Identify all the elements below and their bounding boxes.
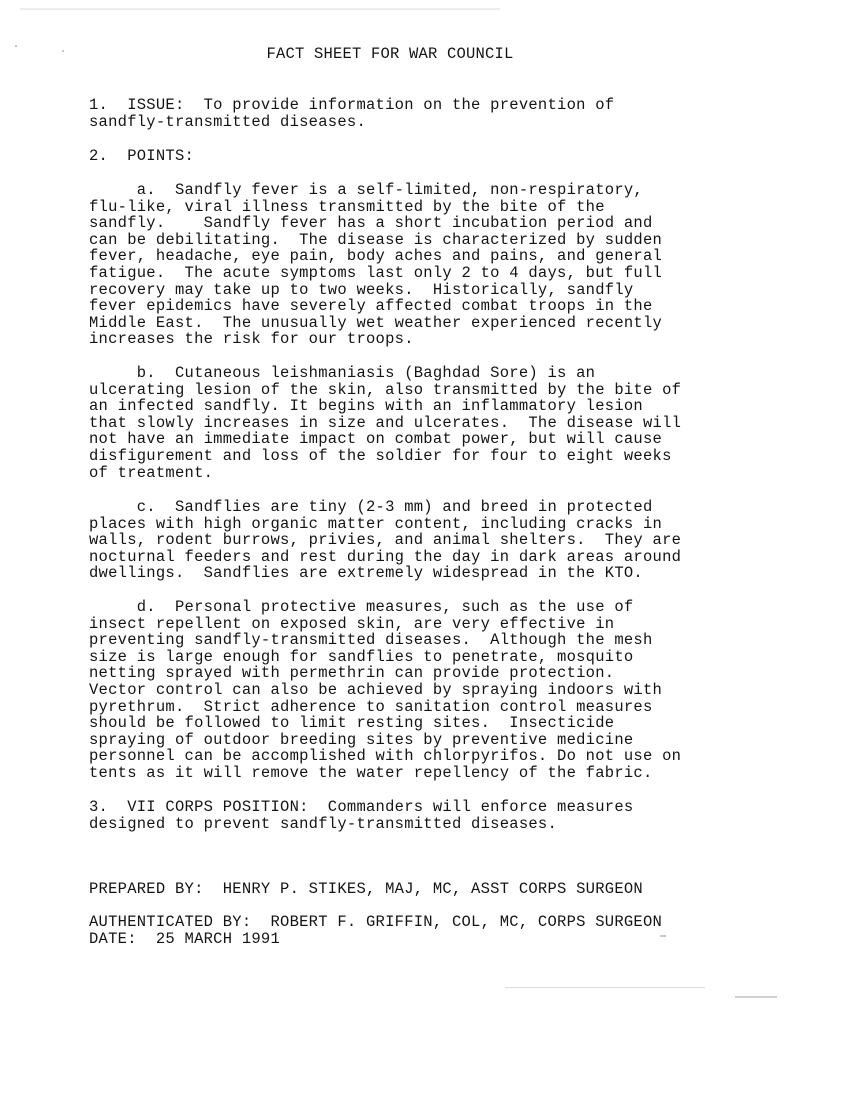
text-line: flu-like, viral illness transmitted by the bite of the (89, 197, 605, 216)
text-line: dwellings. Sandflies are extremely widespread in the KTO. (89, 564, 643, 583)
text-line: fever, headache, eye pain, body aches and pains, and general (89, 247, 663, 266)
text-line: personnel can be accomplished with chlorpyrifos. Do not use on (89, 747, 682, 766)
text-line: size is large enough for sandflies to penetrate, mosquito (89, 647, 634, 666)
scan-speck (735, 996, 777, 998)
text-line: Vector control can also be achieved by spraying indoors with (89, 680, 663, 699)
scan-speck (505, 987, 705, 988)
text-line: that slowly increases in size and ulcerates. The disease will (89, 413, 682, 432)
signature-block (89, 914, 662, 947)
text-line: fever epidemics have severely affected combat troops in the (89, 297, 653, 316)
text-line: increases the risk for our troops. (89, 330, 414, 349)
text-line: nocturnal feeders and rest during the day in dark areas around (89, 547, 682, 566)
authenticated-by: AUTHENTICATED BY: ROBERT F. GRIFFIN, COL, MC, CORPS SURGEON (89, 913, 663, 931)
position-section (89, 799, 633, 832)
text-line: 3. VII CORPS POSITION: Commanders will enforce measures (89, 798, 634, 816)
text-line: 1. ISSUE: To provide information on the prevention of (89, 96, 615, 114)
issue-section (89, 97, 614, 130)
paragraph-a (89, 182, 662, 348)
text-line: fatigue. The acute symptoms last only 2 to 4 days, but full (89, 263, 663, 282)
paragraph-c (89, 499, 681, 582)
scan-speck (20, 8, 500, 10)
text-line: not have an immediate impact on combat power, but will cause (89, 430, 663, 449)
document-date: DATE: 25 MARCH 1991 (89, 929, 281, 948)
paragraph-b (89, 365, 681, 481)
text-line: of treatment. (89, 463, 214, 482)
text-line: can be debilitating. The disease is characterized by sudden (89, 230, 663, 249)
text-line: spraying of outdoor breeding sites by preventive medicine (89, 730, 634, 749)
text-line: sandfly-transmitted diseases. (89, 112, 366, 131)
text-line: sandfly. Sandfly fever has a short incubation period and (89, 214, 653, 233)
page-title: FACT SHEET FOR WAR COUNCIL (266, 45, 514, 63)
text-line: ulcerating lesion of the skin, also transmitted by the bite of (89, 380, 682, 399)
text-line: a. Sandfly fever is a self-limited, non-respiratory, (89, 181, 643, 199)
text-line: tents as it will remove the water repellency of the fabric. (89, 763, 653, 782)
text-line: an infected sandfly. It begins with an inflammatory lesion (89, 397, 643, 416)
text-line: pyrethrum. Strict adherence to sanitation control measures (89, 697, 653, 716)
text-line: insect repellent on exposed skin, are very effective in (89, 614, 615, 633)
text-line: recovery may take up to two weeks. Historically, sandfly (89, 280, 634, 299)
text-line: d. Personal protective measures, such as the use of (89, 598, 634, 616)
prepared-by: PREPARED BY: HENRY P. STIKES, MAJ, MC, ASST CORPS SURGEON (89, 880, 643, 898)
points-heading: 2. POINTS: (89, 147, 195, 165)
text-line: Middle East. The unusually wet weather experienced recently (89, 313, 663, 332)
text-line: preventing sandfly-transmitted diseases. Although the mesh (89, 631, 653, 650)
text-line: c. Sandflies are tiny (2-3 mm) and breed in protected (89, 498, 653, 516)
text-line: b. Cutaneous leishmaniasis (Baghdad Sore) is an (89, 364, 596, 382)
paragraph-d (89, 599, 681, 782)
text-line: disfigurement and loss of the soldier for four to eight weeks (89, 446, 672, 465)
text-line: designed to prevent sandfly-transmitted diseases. (89, 814, 558, 833)
text-line: should be followed to limit resting sites. Insecticide (89, 714, 615, 733)
text-line: netting sprayed with permethrin can provide protection. (89, 664, 615, 683)
text-line: places with high organic matter content, including cracks in (89, 514, 663, 533)
text-line: walls, rodent burrows, privies, and animal shelters. They are (89, 531, 682, 550)
